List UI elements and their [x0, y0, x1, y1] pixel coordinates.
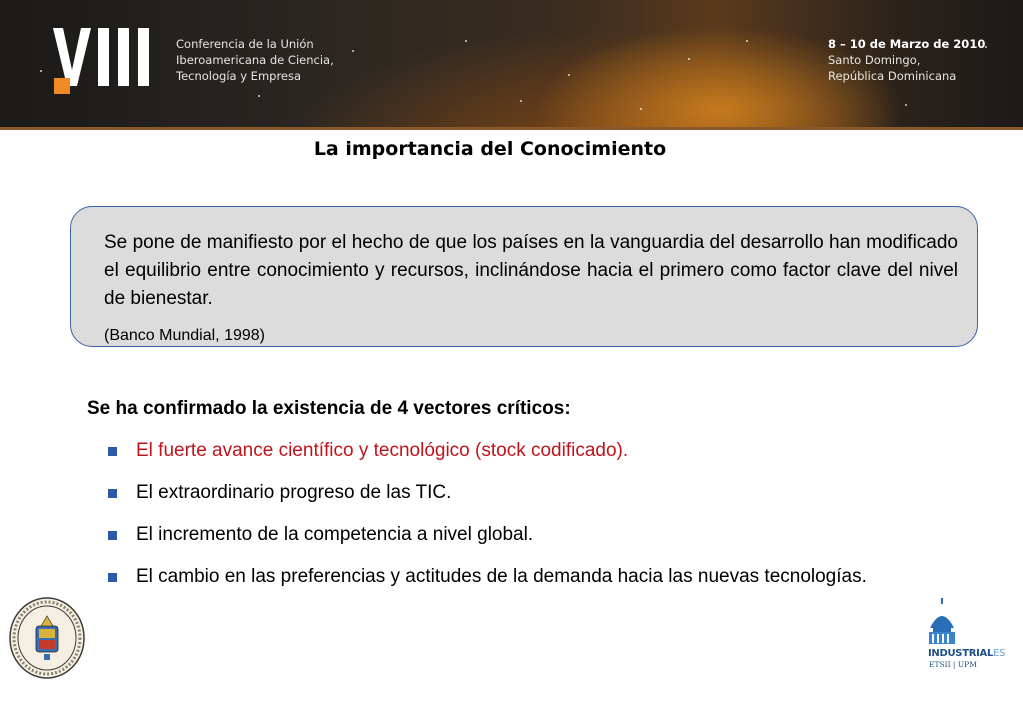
square-bullet-icon	[108, 573, 117, 582]
upm-seal-logo	[8, 596, 86, 680]
vectors-heading: Se ha confirmado la existencia de 4 vectores críticos:	[87, 398, 571, 419]
list-item	[108, 521, 928, 549]
industriales-subtitle: ETSII | UPM	[929, 660, 977, 669]
list-item	[108, 437, 928, 465]
industriales-wordmark	[928, 648, 1005, 659]
list-item-text: El fuerte avance científico y tecnológico (stock codificado).	[136, 440, 629, 461]
square-bullet-icon	[108, 447, 117, 456]
list-item-text: El extraordinario progreso de las TIC.	[136, 482, 452, 503]
quote-box	[70, 206, 978, 347]
event-info	[828, 36, 985, 84]
list-item	[108, 479, 928, 507]
slide-title: La importancia del Conocimiento	[313, 138, 667, 160]
event-city: Santo Domingo,	[828, 53, 921, 67]
wordmark-main: INDUSTRIAL	[928, 648, 994, 659]
event-country: República Dominicana	[828, 69, 957, 83]
square-bullet-icon	[108, 489, 117, 498]
square-bullet-icon	[108, 531, 117, 540]
banner-divider	[0, 127, 1023, 130]
conference-line-1: Conferencia de la Unión	[176, 37, 314, 51]
list-item-text: El cambio en las preferencias y actitudes de la demanda hacia las nuevas tecnologías.	[136, 566, 867, 587]
vectors-list	[108, 437, 928, 605]
wordmark-suffix: ES	[993, 648, 1006, 659]
logo-accent-square	[54, 78, 70, 94]
list-item	[108, 563, 928, 591]
conference-name	[176, 36, 334, 84]
quote-text: Se pone de manifiesto por el hecho de que los países en la vanguardia del desarrollo han modificado el equilibrio entre conocimiento y recursos, inclinándose hacia el primero como factor clave del nivel de bienestar.	[104, 232, 958, 309]
conference-line-3: Tecnología y Empresa	[176, 69, 302, 83]
event-date: 8 – 10 de Marzo de 2010	[828, 37, 986, 51]
conference-banner	[0, 0, 1023, 130]
quote-source: (Banco Mundial, 1998)	[104, 327, 265, 344]
conference-line-2: Iberoamericana de Ciencia,	[176, 53, 334, 67]
list-item-text: El incremento de la competencia a nivel global.	[136, 524, 534, 545]
